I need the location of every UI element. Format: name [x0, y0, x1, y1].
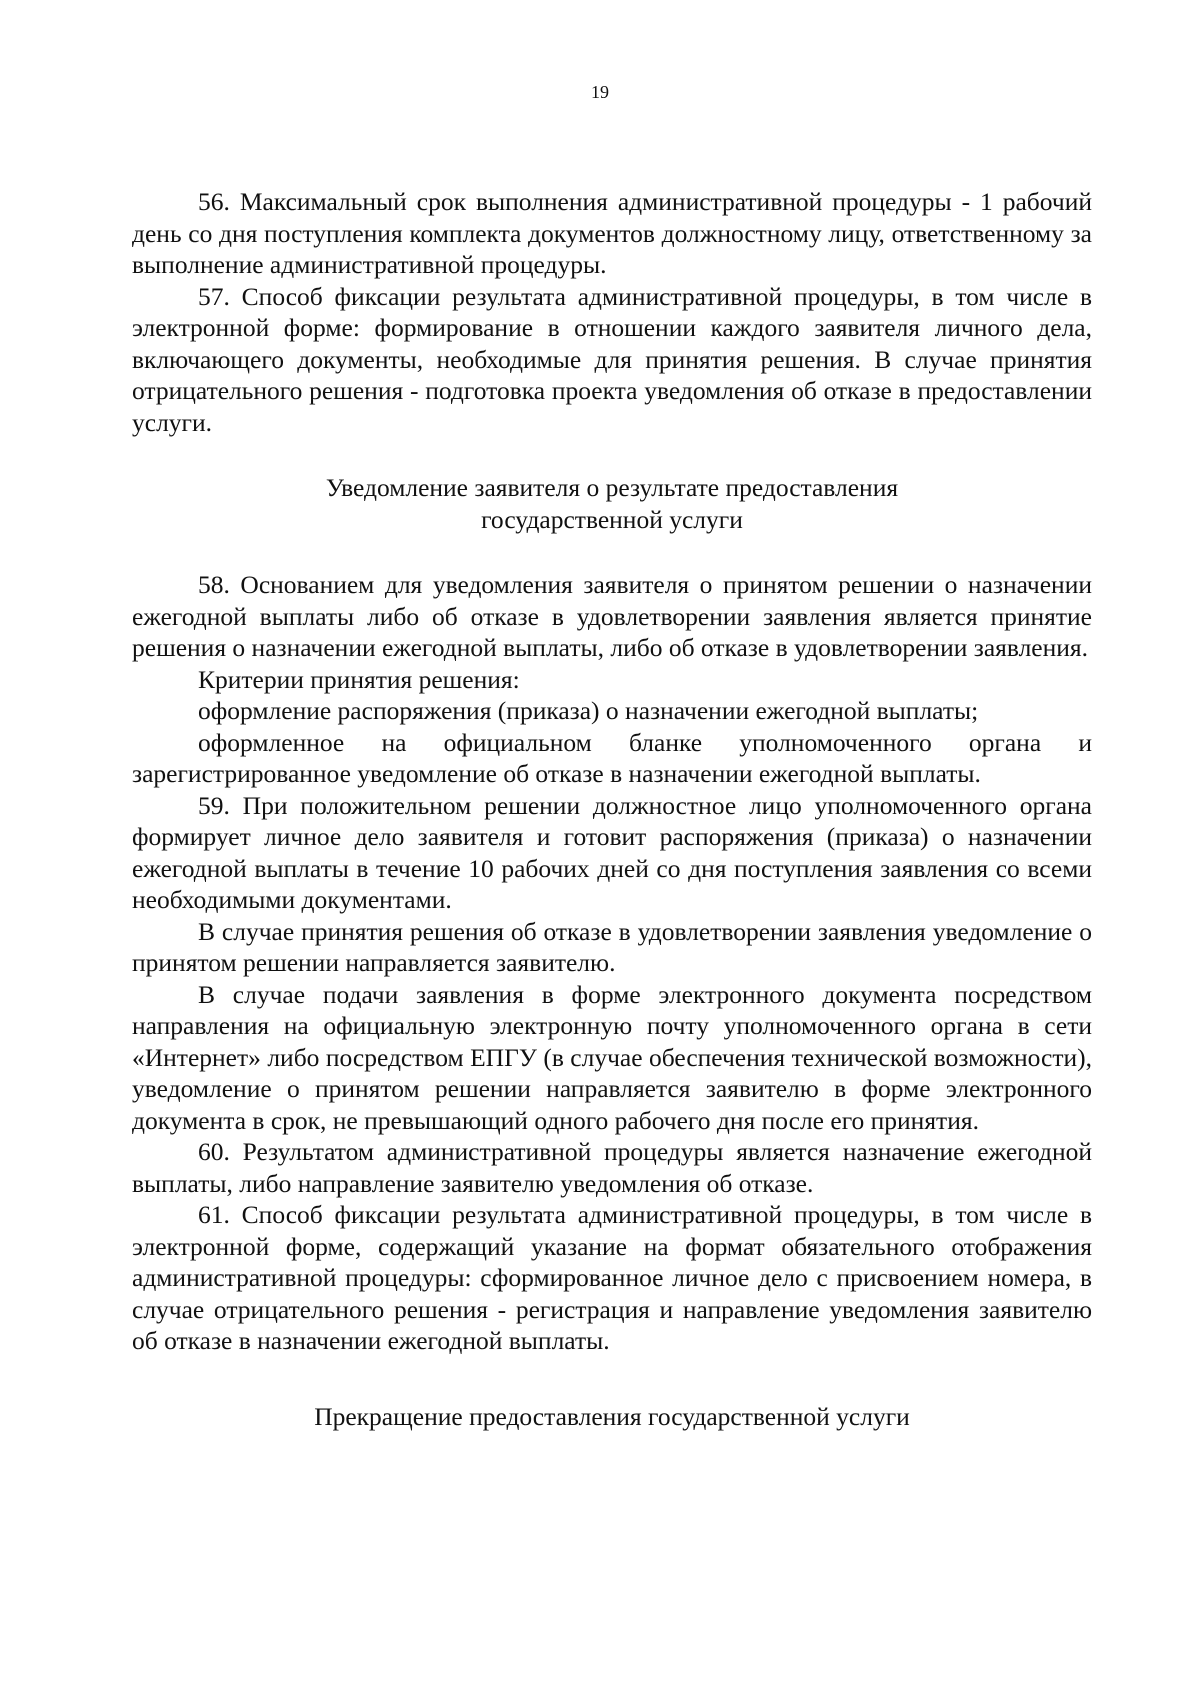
criteria-item-1: оформление распоряжения (приказа) о назначении ежегодной выплаты;	[198, 696, 979, 725]
paragraph-60: 60. Результатом административной процедуры является назначение ежегодной выплаты, либо направление заявителю уведомления об отказе.	[132, 1137, 1092, 1198]
paragraph-57: 57. Способ фиксации результата административной процедуры, в том числе в электронной форме: формирование в отношении каждого заявителя личного дела, включающего документы, необходимые для принятия решения. В случае принятия отрицательного решения - подготовка проекта уведомления об отказе в предоставлении услуги.	[132, 281, 1092, 437]
criteria-title: Критерии принятия решения:	[198, 664, 520, 694]
section-heading-termination: Прекращение предоставления государственной услуги	[314, 1401, 910, 1431]
paragraph-61: 61. Способ фиксации результата административной процедуры, в том числе в электронной форме, содержащий указание на формат обязательного отображения административной процедуры: сформированное личное дело с присвоением номера, в случае отрицательного решения - регистрация и направление уведомления заявителю об отказе в назначении ежегодной выплаты.	[132, 1200, 1092, 1355]
paragraph-59-refusal: В случае принятия решения об отказе в удовлетворении заявления уведомление о принятом решении направляется заявителю.	[132, 916, 1092, 977]
paragraph-58: 58. Основанием для уведомления заявителя о принятом решении о назначении ежегодной выплаты либо об отказе в удовлетворении заявления является принятие решения о назначении ежегодной выплаты, либо об отказе в удовлетворении заявления.	[132, 570, 1092, 662]
section-heading-notification	[132, 472, 1092, 535]
page-number: 19	[591, 82, 609, 102]
section-heading-notification-line1: Уведомление заявителя о результате предоставления	[325, 473, 899, 502]
section-heading-notification-line2: государственной услуги	[481, 504, 743, 534]
document-body	[132, 186, 1092, 1432]
paragraph-59: 59. При положительном решении должностное лицо уполномоченного органа формирует личное дело заявителя и готовит распоряжения (приказа) о назначении ежегодной выплаты в течение 10 рабочих дней со дня поступления заявления со всеми необходимыми документами.	[132, 790, 1092, 914]
paragraph-56: 56. Максимальный срок выполнения административной процедуры - 1 рабочий день со дня поступления комплекта документов должностному лицу, ответственному за выполнение административной процедуры.	[132, 187, 1092, 279]
paragraph-59-electronic: В случае подачи заявления в форме электронного документа посредством направления на официальную электронную почту уполномоченного органа в сети «Интернет» либо посредством ЕПГУ (в случае обеспечения технической возможности), уведомление о принятом решении направляется заявителю в форме электронного документа в срок, не превышающий одного рабочего дня после его принятия.	[132, 979, 1092, 1135]
criteria-item-2: оформленное на официальном бланке уполномоченного органа и зарегистрированное уведомление об отказе в назначении ежегодной выплаты.	[132, 727, 1092, 788]
